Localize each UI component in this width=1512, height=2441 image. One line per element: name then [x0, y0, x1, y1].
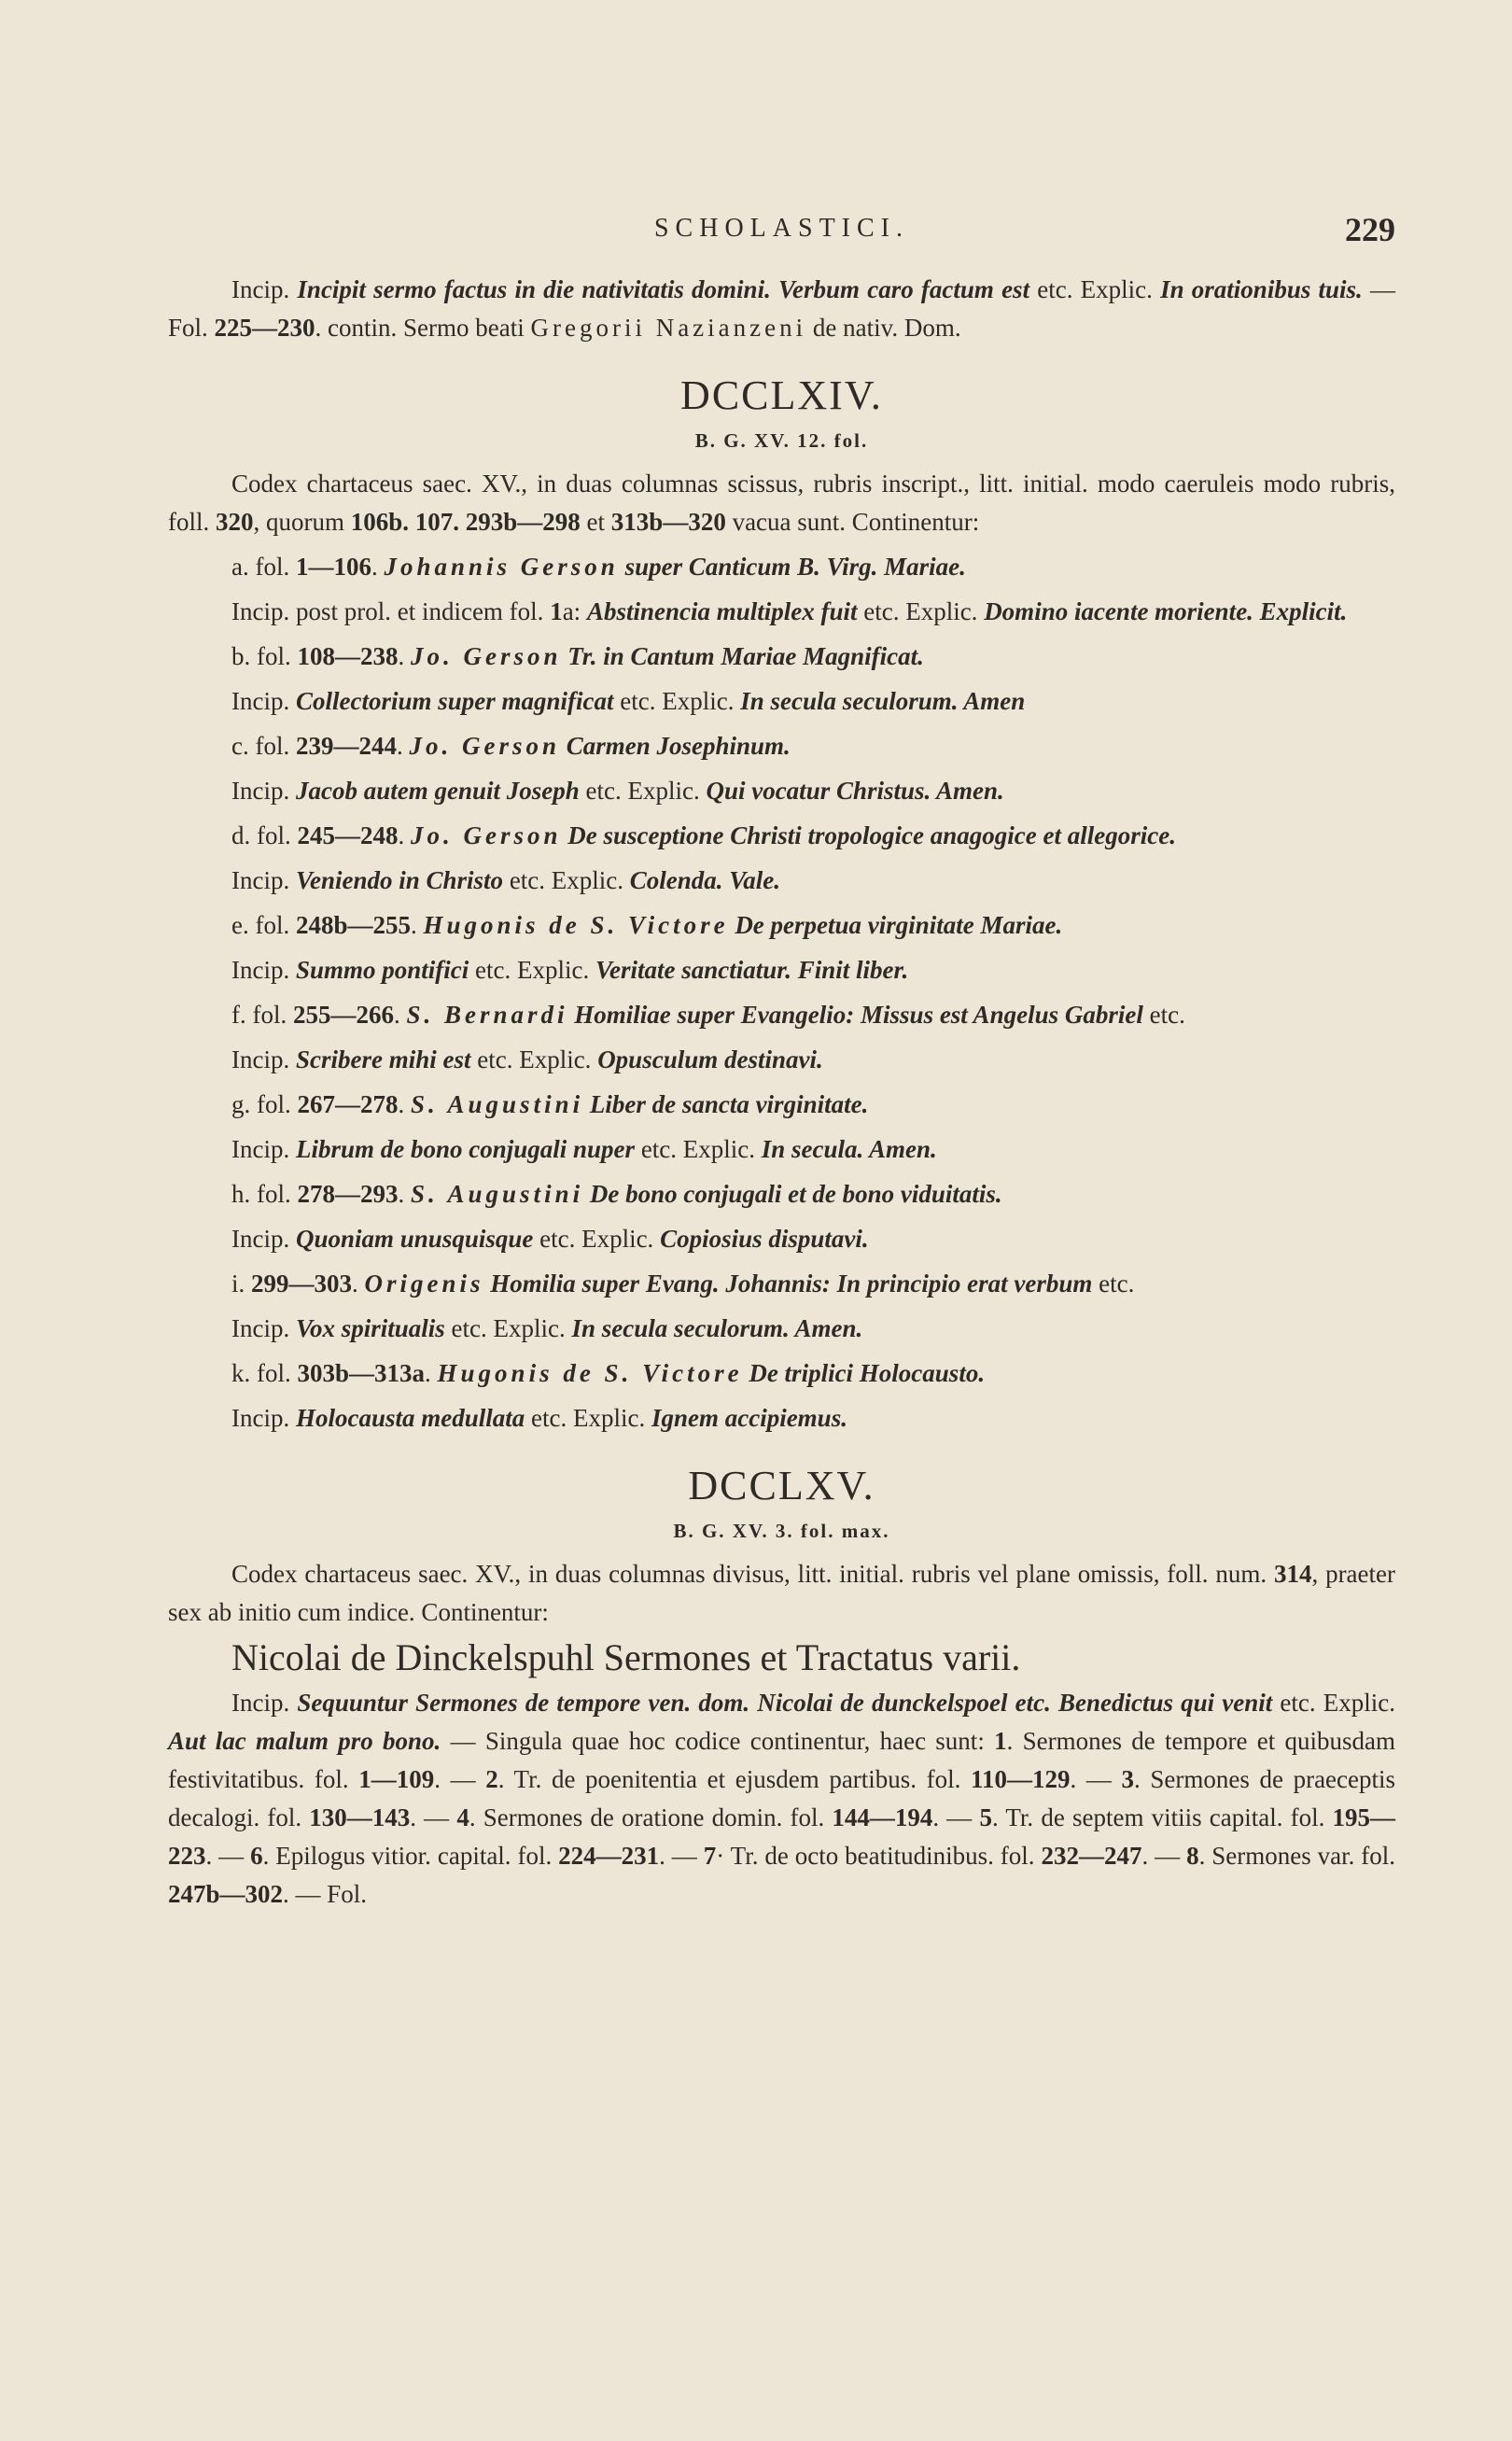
entry-label: f. fol. — [231, 1001, 293, 1029]
author-name: Hugonis de S. Victore — [423, 911, 729, 939]
incip-label: Incip. — [231, 866, 296, 894]
folio-range: 245—248 — [297, 821, 399, 849]
work-title: Homiliae super Evangelio: Missus est Angelus Gabriel — [567, 1001, 1143, 1029]
item-number: 3 — [1121, 1765, 1135, 1793]
author-name: S. Augustini — [411, 1180, 584, 1208]
incipit-text: Veniendo in Christo — [295, 866, 504, 894]
description-text: , praeter sex ab initio cum indice. Continentur: — [168, 1560, 1396, 1626]
incipit-text: Librum de bono conjugali nuper — [295, 1135, 636, 1163]
explic-label: etc. Explic. — [525, 1404, 651, 1432]
folio-range: 303b—313a — [297, 1359, 426, 1387]
fol-label: — Fol. — [168, 275, 1395, 342]
explicit-text: Aut lac malum pro bono. — [168, 1727, 441, 1755]
explic-label: etc. Explic. — [635, 1135, 762, 1163]
separator: . — [398, 1180, 411, 1208]
author-name: S. Augustini — [411, 1090, 584, 1118]
item-number: 6 — [250, 1842, 263, 1870]
incip-label: Incip. post prol. et indicem fol. — [231, 597, 551, 625]
codex-description-1 — [168, 465, 1395, 541]
codex-description-2 — [168, 1555, 1395, 1632]
codex-title-1: DCCLXIV. — [680, 372, 883, 418]
page-number: 229 — [1345, 211, 1395, 248]
incip-a — [168, 593, 1395, 631]
entry-label: h. fol. — [231, 1180, 298, 1208]
codex-title-2: DCCLXV. — [688, 1463, 875, 1508]
work-heading: Nicolai de Dinckelspuhl Sermones et Tractatus varii. — [231, 1636, 1021, 1678]
author-name: Hugonis de S. Victore — [437, 1359, 743, 1387]
separator: . — — [1141, 1842, 1187, 1870]
folio-range: 278—293 — [297, 1180, 399, 1208]
explicit-text: Veritate sanctiatur. Finit liber. — [595, 956, 909, 984]
author-name: Jo. Gerson — [409, 732, 560, 760]
incip-label: Incip. — [231, 1689, 298, 1717]
folio-range: 1—106 — [295, 553, 371, 581]
description-text: et — [580, 508, 611, 536]
incipit-text: Summo pontifici — [295, 956, 469, 984]
incip-g — [168, 1130, 1395, 1169]
work-title: De triplici Holocausto. — [742, 1359, 986, 1387]
work-title: Tr. in Cantum Mariae Magnificat. — [561, 642, 924, 670]
folio-range: 267—278 — [297, 1090, 399, 1118]
work-title: Homilia super Evang. Johannis: In principio erat verbum — [483, 1270, 1093, 1298]
explic-label: etc. Explic. — [444, 1314, 572, 1342]
incip-label: Incip. — [231, 1314, 296, 1342]
explicit-text: Copiosius disputavi. — [660, 1225, 869, 1253]
entry-label: c. fol. — [231, 732, 296, 760]
folio-range: 224—231 — [558, 1842, 660, 1870]
separator: . — — [932, 1803, 980, 1831]
explicit-text: Qui vocatur Christus. Amen. — [706, 777, 1004, 805]
author-name: Jo. Gerson — [411, 642, 562, 670]
explic-label: etc. Explic. — [1272, 1689, 1395, 1717]
separator: . — [398, 1090, 411, 1118]
entry-c — [168, 727, 1395, 765]
folio-range: 247b—302 — [168, 1880, 284, 1908]
folio-range: 110—129 — [971, 1765, 1071, 1793]
incipit-text: Abstinencia multiplex fuit — [586, 597, 858, 625]
explic-label: etc. Explic. — [857, 597, 985, 625]
entry-label: d. fol. — [231, 821, 298, 849]
item-number: 2 — [485, 1765, 498, 1793]
explicit-text: Ignem accipiemus. — [651, 1404, 847, 1432]
item-number: 7 — [703, 1842, 717, 1870]
folio-number: 1 — [550, 597, 563, 625]
folio-count: 314 — [1273, 1560, 1312, 1588]
etc-text: etc. — [1142, 1001, 1185, 1029]
explicit-text: In orationibus tuis. — [1160, 275, 1363, 303]
folio-range: 130—143 — [309, 1803, 411, 1831]
explicit-text: In secula seculorum. Amen — [740, 687, 1026, 715]
item-title: . Sermones de tempore et quibusdam festivitatibus. fol. — [168, 1727, 1395, 1793]
incip-e — [168, 951, 1395, 989]
separator: . — — [659, 1842, 704, 1870]
codex-signature-1: B. G. XV. 12. fol. — [694, 429, 869, 452]
folio-range: 106b. 107. 293b—298 — [350, 508, 581, 536]
separator: . — — [205, 1842, 251, 1870]
explic-label: etc. Explic. — [503, 866, 630, 894]
incip-label: Incip. — [231, 777, 296, 805]
entry-k — [168, 1354, 1395, 1393]
contin-text: . contin. Sermo beati — [315, 314, 531, 342]
contents-intro: — Singula quae hoc codice continentur, haec sunt: — [441, 1727, 995, 1755]
item-number: 8 — [1186, 1842, 1199, 1870]
entry-label: a. fol. — [231, 553, 296, 581]
incipit-text: Sequuntur Sermones de tempore ven. dom. Nicolai de dunckelspoel etc. Benedictus qui venit — [297, 1689, 1273, 1717]
folio-range: 232—247 — [1041, 1842, 1142, 1870]
work-title: Liber de sancta virginitate. — [583, 1090, 869, 1118]
explic-label: etc. Explic. — [613, 687, 741, 715]
folio-count: 320 — [216, 508, 254, 536]
entry-b — [168, 638, 1395, 676]
explicit-text: Opusculum destinavi. — [597, 1045, 823, 1073]
explicit-text: Domino iacente moriente. Explicit. — [984, 597, 1348, 625]
entry-label: k. fol. — [231, 1359, 298, 1387]
separator: . — [411, 911, 424, 939]
item-title: · Tr. de octo beatitudinibus. fol. — [716, 1842, 1042, 1870]
incipit-text: Jacob autem genuit Joseph — [295, 777, 580, 805]
item-title: . Epilogus vitior. capital. fol. — [262, 1842, 559, 1870]
incipit-text: Incipit sermo factus in die nativitatis domini. Verbum caro factum est — [297, 275, 1030, 303]
item-title: . Sermones de praeceptis decalogi. fol. — [168, 1765, 1396, 1831]
entry-i — [168, 1265, 1395, 1303]
separator: . — [425, 1359, 438, 1387]
explicit-text: Colenda. Vale. — [629, 866, 781, 894]
running-title: SCHOLASTICI. — [653, 214, 909, 243]
description-text: , quorum — [253, 508, 351, 536]
description-text: Codex chartaceus saec. XV., in duas columnas divisus, litt. initial. rubris vel plane omissis, foll. num. — [231, 1560, 1274, 1588]
separator: . — [398, 821, 411, 849]
incip-f — [168, 1041, 1395, 1079]
author-name: S. Bernardi — [406, 1001, 568, 1029]
item-number: 1 — [994, 1727, 1007, 1755]
separator: . — [352, 1270, 365, 1298]
separator: . — Fol. — [283, 1880, 368, 1908]
work-title: Carmen Josephinum. — [560, 732, 791, 760]
folio-range: 144—194 — [832, 1803, 933, 1831]
incip-label: Incip. — [231, 687, 296, 715]
explic-label: etc. Explic. — [469, 956, 595, 984]
incip-label: Incip. — [231, 1135, 296, 1163]
etc-text: etc. — [1029, 275, 1073, 303]
work-title: De bono conjugali et de bono viduitatis. — [583, 1180, 1002, 1208]
incip-b — [168, 682, 1395, 721]
running-header — [168, 210, 1395, 257]
entry-label: b. fol. — [231, 642, 298, 670]
incip-h — [168, 1220, 1395, 1258]
entry-e — [168, 906, 1395, 945]
item-title: . Tr. de poenitentia et ejusdem partibus. fol. — [497, 1765, 972, 1793]
explic-label: etc. Explic. — [470, 1045, 598, 1073]
item-title: . Sermones de oratione domin. fol. — [469, 1803, 833, 1831]
entry-a — [168, 548, 1395, 586]
entry-g — [168, 1086, 1395, 1124]
entry-label: g. fol. — [231, 1090, 298, 1118]
body-text — [168, 271, 1395, 1914]
author-name: Gregorii Nazianzeni — [530, 314, 807, 342]
separator: . — [371, 553, 385, 581]
intro-paragraph — [168, 271, 1395, 347]
codex-signature-2: B. G. XV. 3. fol. max. — [673, 1520, 890, 1542]
entry-label: i. — [231, 1270, 252, 1298]
folio-range: 248b—255 — [295, 911, 412, 939]
entry-d — [168, 817, 1395, 855]
author-name: Jo. Gerson — [411, 821, 562, 849]
item-number: 5 — [979, 1803, 992, 1831]
entry-h — [168, 1175, 1395, 1213]
separator: . — — [1070, 1765, 1122, 1793]
folio-range: 239—244 — [295, 732, 397, 760]
description-text: vacua sunt. Continentur: — [725, 508, 980, 536]
work-title: super Canticum B. Virg. Mariae. — [618, 553, 966, 581]
folio-range: 299—303 — [251, 1270, 353, 1298]
author-name: Johannis Gerson — [384, 553, 619, 581]
contents-paragraph — [168, 1684, 1395, 1914]
incip-label: Incip. — [231, 275, 298, 303]
explicit-text: In secula seculorum. Amen. — [571, 1314, 863, 1342]
separator: . — [393, 1001, 407, 1029]
explicit-text: In secula. Amen. — [761, 1135, 937, 1163]
explic-label: etc. Explic. — [533, 1225, 661, 1253]
item-title: . Tr. de septem vitiis capital. fol. — [991, 1803, 1333, 1831]
incipit-text: Quoniam unusquisque — [295, 1225, 534, 1253]
etc-text: etc. — [1092, 1270, 1135, 1298]
item-number: 4 — [456, 1803, 469, 1831]
incipit-text: Scribere mihi est — [295, 1045, 471, 1073]
incip-c — [168, 772, 1395, 810]
incipit-text: Vox spiritualis — [295, 1314, 445, 1342]
incip-d — [168, 862, 1395, 900]
folio-range: 313b—320 — [610, 508, 726, 536]
folio-range: 225—230 — [214, 314, 315, 342]
item-title: . Sermones var. fol. — [1198, 1842, 1396, 1870]
description-text: Codex chartaceus saec. XV., in duas columnas scissus, rubris inscript., litt. initial. modo caeruleis modo rubris, foll. — [168, 470, 1395, 536]
separator: . — [396, 732, 410, 760]
incip-label: Incip. — [231, 1225, 296, 1253]
explic-label: Explic. — [1080, 275, 1161, 303]
folio-range: 255—266 — [292, 1001, 394, 1029]
separator: . — [398, 642, 411, 670]
work-title: De perpetua virginitate Mariae. — [728, 911, 1063, 939]
incip-label: Incip. — [231, 1045, 296, 1073]
folio-range: 195—223 — [168, 1803, 1396, 1870]
folio-range: 1—109 — [358, 1765, 435, 1793]
incip-label: Incip. — [231, 956, 296, 984]
explic-label: etc. Explic. — [579, 777, 707, 805]
incip-i — [168, 1310, 1395, 1348]
entry-f — [168, 996, 1395, 1034]
folio-side: a: — [562, 597, 587, 625]
folio-range: 108—238 — [297, 642, 399, 670]
incipit-text: Holocausta medullata — [295, 1404, 525, 1432]
incipit-text: Collectorium super magnificat — [295, 687, 614, 715]
work-title: De susceptione Christi tropologice anagogice et allegorice. — [561, 821, 1176, 849]
author-name: Origenis — [364, 1270, 484, 1298]
separator: . — — [410, 1803, 457, 1831]
incip-k — [168, 1399, 1395, 1438]
separator: . — — [434, 1765, 486, 1793]
incip-label: Incip. — [231, 1404, 296, 1432]
entry-label: e. fol. — [231, 911, 296, 939]
work-title: de nativ. Dom. — [806, 314, 961, 342]
